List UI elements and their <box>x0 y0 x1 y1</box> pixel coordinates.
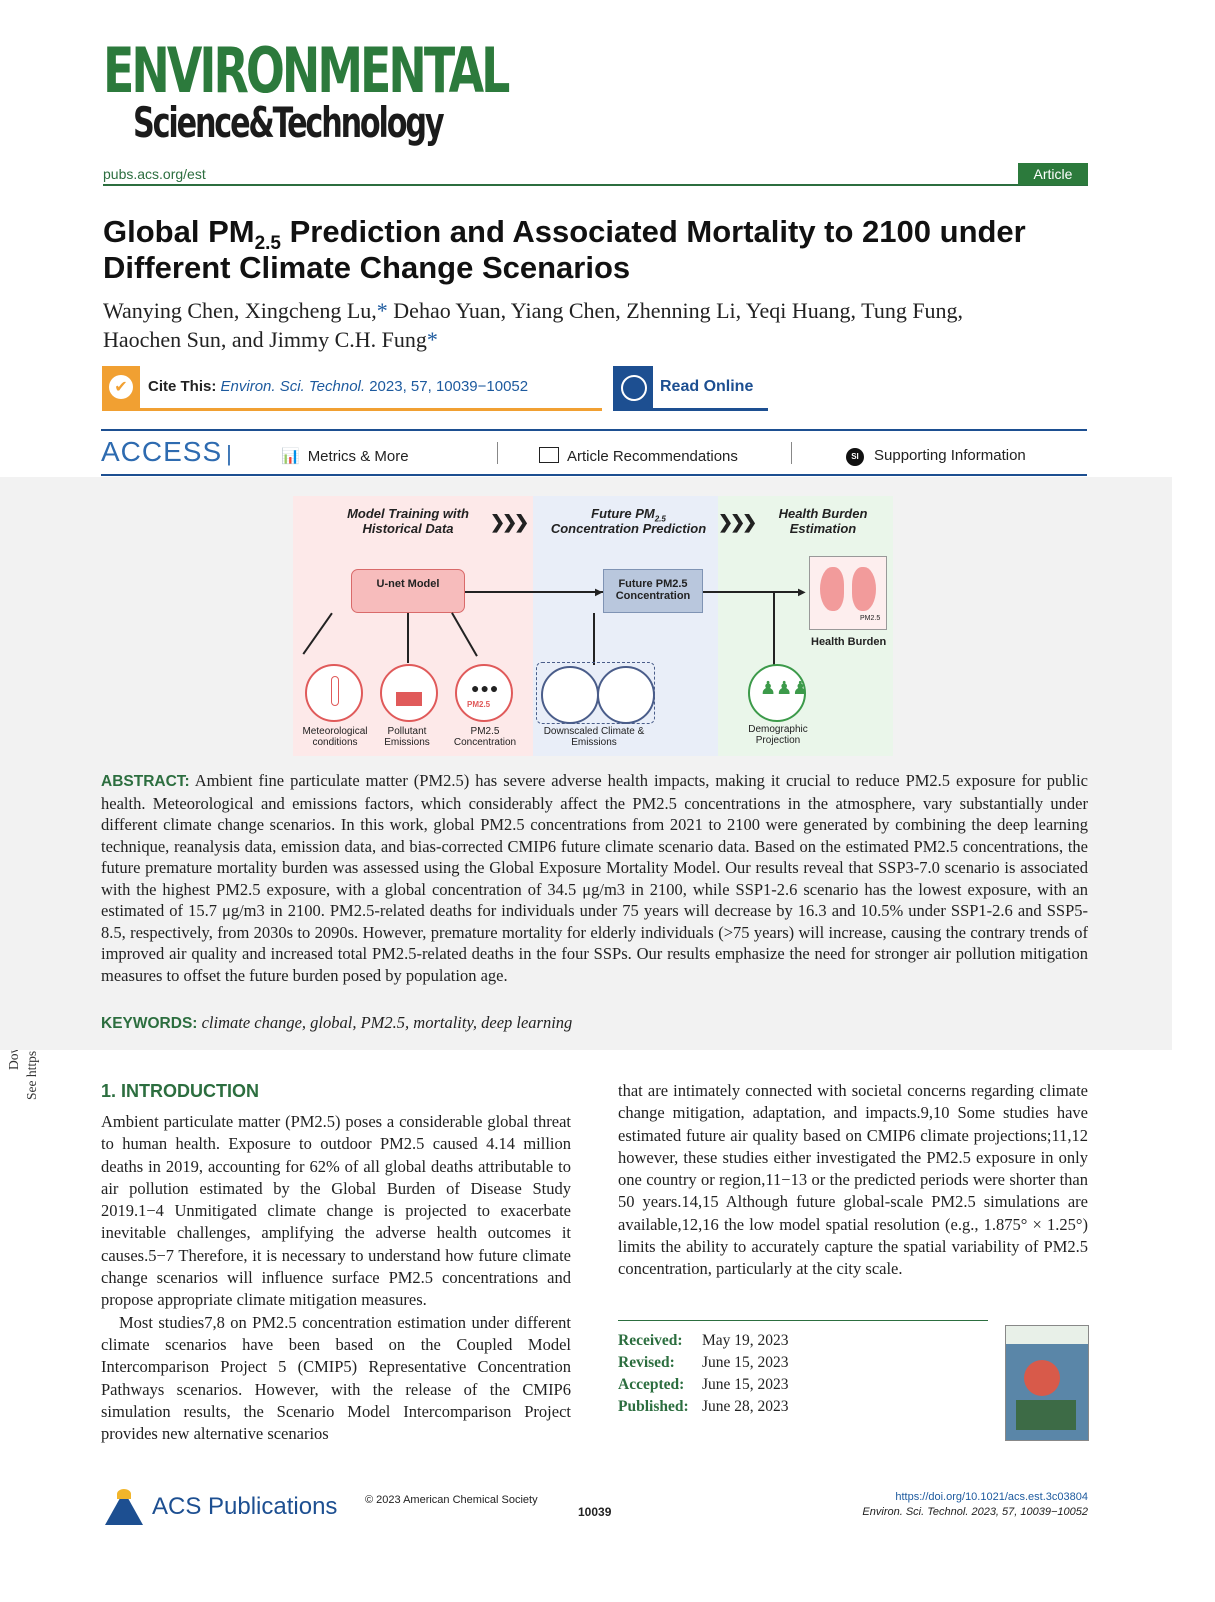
cite-label: Cite This: <box>148 378 217 395</box>
access-bar-bottom-rule <box>101 474 1087 476</box>
cover-graphic <box>1024 1360 1060 1396</box>
keywords-list: climate change, global, PM2.5, mortality, deep learning <box>201 1013 573 1032</box>
cite-reference[interactable]: 2023, 57, 10039−10052 <box>365 378 529 395</box>
read-online-button[interactable] <box>613 366 768 411</box>
cover-masthead <box>1006 1326 1088 1344</box>
chevron-right-icon: ❯❯❯ <box>490 512 527 532</box>
supporting-info-button[interactable] <box>846 447 1026 466</box>
label-pm-concentration: PM2.5 Concentration <box>453 726 517 748</box>
access-divider <box>791 442 792 464</box>
corresponding-star-2[interactable]: * <box>426 327 438 352</box>
history-date: June 15, 2023 <box>702 1376 789 1393</box>
people-icon: ♟♟♟ <box>748 664 806 722</box>
label-demographic: Demographic Projection <box>748 724 808 746</box>
keywords <box>101 1013 572 1033</box>
title-subscript: 2.5 <box>254 233 281 255</box>
copyright: © 2023 American Chemical Society <box>365 1494 538 1506</box>
acs-publications-wordmark[interactable]: ACS Publications <box>152 1493 338 1520</box>
metrics-label: Metrics & More <box>307 448 409 465</box>
access-divider <box>497 442 498 464</box>
si-icon: SI <box>846 448 864 466</box>
lung-right <box>852 567 876 611</box>
toc-graphic[interactable] <box>293 496 893 756</box>
label-meteorological: Meteorological conditions <box>302 726 368 748</box>
future-pm-box: Future PM2.5 Concentration <box>603 569 703 613</box>
checkmark-icon: ✔ <box>109 375 133 399</box>
access-bar-top-rule <box>101 429 1087 431</box>
history-label: Received: <box>618 1332 683 1349</box>
abstract-text <box>101 770 1088 986</box>
history-row <box>618 1352 789 1374</box>
history-rule <box>618 1320 988 1321</box>
intro-column-1 <box>101 1111 571 1445</box>
factory-icon <box>597 666 655 724</box>
factory-icon <box>380 664 438 722</box>
history-row <box>618 1374 789 1396</box>
intro-paragraph-1: Ambient particulate matter (PM2.5) poses a considerable global threat to human health. Exposure to outdoor PM2.5 caused 4.14 million deaths in 2019, accounting for 62% of all global deaths attributable to air pollution estimated by the Global Burden of Disease Study 2019.1−4 Unmitigated climate change is projected to exacerbate inevitable challenges, amplifying the adverse health outcomes it causes.5−7 Therefore, it is necessary to understand how future climate change scenarios will influence surface PM2.5 concentrations and propose appropriate climate mitigation measures. <box>101 1112 571 1310</box>
abstract-body: Ambient fine particulate matter (PM2.5) has severe adverse health impacts, making it crucial to reduce PM2.5 exposure for public health. Meteorological and emissions factors, which considerably affect the PM2.5 concentrations in the atmosphere, vary substantially under different climate change scenarios. In this work, global PM2.5 concentrations from 2021 to 2100 were generated by combining the deep learning technique, reanalysis data, emission data, and bias-corrected CMIP6 future climate scenario data. Based on the estimated PM2.5 concentrations, the future premature mortality burden was assessed using the Global Exposure Mortality Model. Our results reveal that SSP3-7.0 scenario is associated with the highest PM2.5 exposure, with a global concentration of 34.5 μg/m3 in 2100, while SSP1-2.6 scenario has the lowest exposure, with an estimated of 15.7 μg/m3 in 2100. PM2.5-related deaths for individuals under 75 years will decrease by 16.3 and 10.5% under SSP1-2.6 and SSP5-8.5, respectively, from 2030s to 2090s. However, premature mortality for elderly individuals (>75 years) will increase, causing the contrary trends of improved air quality and increased total PM2.5-related deaths in the four SSPs. Our results emphasize the need for stronger air pollution mitigation measures to offset the future burden posed by population age. <box>101 771 1088 985</box>
acs-logo-icon[interactable] <box>101 1489 147 1531</box>
toc-heading-training: Model Training with Historical Data <box>347 506 469 536</box>
chevron-right-icon: ❯❯❯ <box>718 512 755 532</box>
intro-paragraph-2: Most studies7,8 on PM2.5 concentration estimation under different climate scenarios have been based on the Coupled Model Intercomparison Project 5 (CMIP5) Representative Concentration Pathways scenarios. However, with the release of the CMIP6 simulation results, the Scenario Model Intercomparison Project provides new alternative scenarios <box>101 1312 571 1444</box>
connector-downscaled <box>593 613 595 665</box>
page-number: 10039 <box>578 1505 612 1519</box>
label-downscaled: Downscaled Climate & Emissions <box>543 726 645 748</box>
logo-line-2: Science&Technology <box>133 98 443 147</box>
toc-heading-health: Health Burden Estimation <box>778 506 868 536</box>
history-label: Revised: <box>618 1354 675 1371</box>
metrics-button[interactable] <box>281 447 409 465</box>
toc-heading-subscript: 2.5 <box>654 514 666 524</box>
title-part-2: Prediction and Associated Mortality to 2100 under Different Climate Change Scenarios <box>103 214 1026 285</box>
connector-demographic <box>773 593 775 665</box>
read-online-badge <box>613 366 653 408</box>
authors-line-2: Haochen Sun, and Jimmy C.H. Fung <box>103 327 427 352</box>
particles-icon: ●●● PM2.5 <box>455 664 513 722</box>
thermometer-icon <box>305 664 363 722</box>
downscaled-group <box>536 662 655 724</box>
journal-cover-thumbnail[interactable] <box>1005 1325 1089 1441</box>
section-heading: 1. INTRODUCTION <box>101 1081 260 1101</box>
access-label <box>101 436 233 468</box>
history-date: May 19, 2023 <box>702 1332 789 1349</box>
article-history <box>618 1330 789 1418</box>
journal-logo[interactable] <box>103 34 508 155</box>
toc-heading-prediction-b: Concentration Prediction <box>550 521 707 536</box>
journal-url[interactable]: pubs.acs.org/est <box>103 166 206 182</box>
connector-pollutant <box>407 613 409 663</box>
arrow-unet-to-future <box>465 591 603 593</box>
authors-line-1b: Dehao Yuan, Yiang Chen, Zhenning Li, Yeqi Huang, Tung Fung, <box>387 298 964 323</box>
unet-model-box: U-net Model <box>351 569 465 613</box>
lungs-pm-label: PM2.5 <box>860 615 881 622</box>
access-text: ACCESS <box>101 436 223 467</box>
recommendations-label: Article Recommendations <box>567 448 738 465</box>
author-list <box>103 296 1093 354</box>
globe-icon <box>621 375 647 401</box>
keywords-label: KEYWORDS: <box>101 1015 198 1032</box>
corresponding-star-1[interactable]: * <box>376 298 388 323</box>
health-burden-label: Health Burden <box>811 636 887 648</box>
history-label: Accepted: <box>618 1376 685 1393</box>
cite-badge <box>102 366 140 408</box>
arrow-future-to-health <box>703 591 803 593</box>
bar-chart-icon: 📊 <box>281 447 300 465</box>
history-date: June 15, 2023 <box>702 1354 789 1371</box>
supporting-info-label: Supporting Information <box>874 447 1026 464</box>
toc-heading-prediction <box>541 506 716 536</box>
journal-reference: Environ. Sci. Technol. 2023, 57, 10039−10052 <box>862 1506 1088 1518</box>
cite-text <box>148 378 528 395</box>
article-type-badge: Article <box>1018 163 1088 185</box>
lung-left <box>820 567 844 611</box>
doi-link[interactable]: https://doi.org/10.1021/acs.est.3c03804 <box>895 1491 1088 1503</box>
logo-line-1: ENVIRONMENTAL <box>103 34 508 107</box>
history-row <box>618 1396 789 1418</box>
abstract-label: ABSTRACT: <box>101 773 190 790</box>
history-label: Published: <box>618 1398 689 1415</box>
history-row <box>618 1330 789 1352</box>
access-separator: | <box>226 441 233 466</box>
recommendations-button[interactable] <box>539 447 738 465</box>
label-pollutant: Pollutant Emissions <box>384 726 430 748</box>
cite-this-box[interactable] <box>102 366 602 411</box>
cite-journal[interactable]: Environ. Sci. Technol. <box>220 378 366 395</box>
acs-logo-flame <box>117 1489 131 1499</box>
authors-line-1: Wanying Chen, Xingcheng Lu, <box>103 298 377 323</box>
cover-graphic <box>1016 1400 1076 1430</box>
article-title <box>103 214 1093 286</box>
history-date: June 28, 2023 <box>702 1398 789 1415</box>
header-rule <box>103 184 1088 186</box>
lungs-icon <box>809 556 887 630</box>
read-online-label: Read Online <box>660 378 754 395</box>
particles-label: PM2.5 <box>467 700 491 709</box>
intro-column-2: that are intimately connected with societal concerns regarding climate change mitigation, adaptation, and impacts.9,10 Some studies have estimated future air quality based on CMIP6 climate projections;11,12 however, these studies either investigated the PM2.5 exposure in only one country or region,11−13 or the predicted periods were shorter than 50 years.14,15 Although future global-scale PM2.5 simulations are available,12,16 the low model spatial resolution (e.g., 1.875° × 1.25°) limits the ability to accurately capture the spatial variability of PM2.5 concentration, particularly at the city scale. <box>618 1081 1088 1279</box>
toc-heading-prediction-a: Future PM <box>591 506 655 521</box>
title-part-1: Global PM <box>103 214 255 249</box>
thermometer-icon <box>541 666 599 724</box>
newspaper-icon <box>539 447 559 463</box>
arrow-head-icon: ▶ <box>798 587 806 598</box>
arrow-head-icon: ▶ <box>595 587 603 598</box>
